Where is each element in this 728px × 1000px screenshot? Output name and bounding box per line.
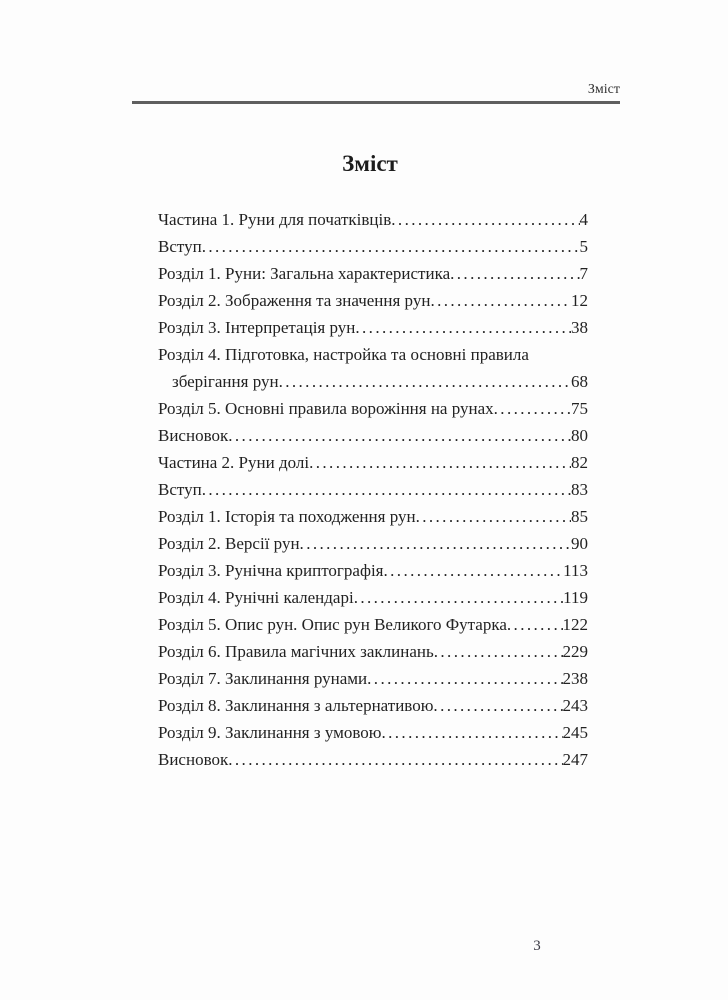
toc-entry: [158, 584, 588, 611]
toc-entry-page: 229: [562, 642, 588, 661]
dot-leader: [433, 692, 562, 719]
toc-entry: [158, 449, 588, 476]
dot-leader: [384, 557, 564, 584]
dot-leader: [300, 530, 571, 557]
toc-entry: [158, 557, 588, 584]
toc-entry-page: 80: [571, 426, 588, 445]
dot-leader: [228, 746, 562, 773]
toc-entry: [158, 287, 588, 314]
dot-leader: [381, 719, 562, 746]
toc-entry-text: Розділ 5. Опис рун. Опис рун Великого Футарка: [158, 615, 507, 634]
dot-leader: [434, 638, 563, 665]
toc-entry-page: 245: [562, 723, 588, 742]
dot-leader: [355, 314, 571, 341]
toc-entry-page: 5: [579, 237, 588, 256]
toc-entry-text: Розділ 1. Історія та походження рун: [158, 507, 416, 526]
toc-entry: [158, 746, 588, 773]
toc-entry: [158, 611, 588, 638]
toc-entry-page: 122: [562, 615, 588, 634]
toc-entry: [158, 530, 588, 557]
toc-entry-page: 75: [571, 399, 588, 418]
dot-leader: [279, 368, 571, 395]
toc-entry-text: Розділ 6. Правила магічних заклинань: [158, 642, 434, 661]
toc-entry-page: 83: [571, 480, 588, 499]
toc-entry-page: 238: [562, 669, 588, 688]
toc-entry: [158, 233, 588, 260]
toc-entry-text: Розділ 3. Рунічна криптографія: [158, 561, 384, 580]
dot-leader: [354, 584, 563, 611]
dot-leader: [202, 476, 571, 503]
toc-entry-text: Частина 2. Руни долі: [158, 453, 310, 472]
toc-entry-text: зберігання рун: [172, 372, 279, 391]
page-number: 3: [533, 938, 541, 954]
toc-entry: [158, 206, 588, 233]
toc-entry-page: 4: [579, 210, 588, 229]
toc-entry-page: 90: [571, 534, 588, 553]
toc-entry-page: 7: [579, 264, 588, 283]
toc-entry-text: Розділ 7. Заклинання рунами: [158, 669, 368, 688]
dot-leader: [202, 233, 580, 260]
toc-entry: [158, 503, 588, 530]
dot-leader: [391, 206, 579, 233]
toc-entry: [158, 719, 588, 746]
toc-entry-page: 85: [571, 507, 588, 526]
toc-entry-text: Розділ 2. Зображення та значення рун: [158, 291, 431, 310]
toc-entry: [158, 260, 588, 287]
toc-entry: [158, 368, 588, 395]
page-title: Зміст: [342, 151, 398, 176]
dot-leader: [494, 395, 571, 422]
dot-leader: [430, 287, 571, 314]
dot-leader: [367, 665, 562, 692]
dot-leader: [507, 611, 563, 638]
toc-entry: [158, 638, 588, 665]
dot-leader: [416, 503, 571, 530]
toc-entry: [158, 476, 588, 503]
toc-entry-text: Розділ 1. Руни: Загальна характеристика: [158, 264, 451, 283]
toc-entry-text: Розділ 5. Основні правила ворожіння на рунах: [158, 399, 494, 418]
dot-leader: [309, 449, 571, 476]
toc-entry-page: 243: [562, 696, 588, 715]
toc-list: [158, 206, 588, 773]
toc-entry-text: Висновок: [158, 750, 229, 769]
toc-entry-text: Вступ: [158, 480, 202, 499]
toc-entry: [158, 692, 588, 719]
toc-entry-text: Висновок: [158, 426, 229, 445]
toc-entry-page: 113: [563, 561, 588, 580]
toc-entry-text: Розділ 4. Рунічні календарі: [158, 588, 354, 607]
toc-entry-text: Розділ 2. Версії рун: [158, 534, 300, 553]
toc-entry-text: Розділ 9. Заклинання з умовою: [158, 723, 382, 742]
header-rule: [132, 101, 620, 104]
toc-entry-text: Частина 1. Руни для початківців: [158, 210, 392, 229]
toc-entry-text: Вступ: [158, 237, 202, 256]
dot-leader: [450, 260, 579, 287]
toc-entry-page: 12: [571, 291, 588, 310]
toc-entry: [158, 665, 588, 692]
toc-entry-page: 119: [563, 588, 588, 607]
toc-entry-page: 38: [571, 318, 588, 337]
running-header: Зміст: [587, 82, 620, 97]
toc-entry: [158, 341, 588, 368]
toc-entry: [158, 395, 588, 422]
toc-entry-page: 68: [571, 372, 588, 391]
toc-entry-text: Розділ 8. Заклинання з альтернативою: [158, 696, 434, 715]
toc-entry-text: Розділ 3. Інтерпретація рун: [158, 318, 356, 337]
toc-entry: [158, 422, 588, 449]
toc-entry: [158, 314, 588, 341]
toc-entry-page: 247: [562, 750, 588, 769]
toc-entry-page: 82: [571, 453, 588, 472]
dot-leader: [228, 422, 571, 449]
toc-entry-text: Розділ 4. Підготовка, настройка та основні правила: [158, 345, 529, 364]
